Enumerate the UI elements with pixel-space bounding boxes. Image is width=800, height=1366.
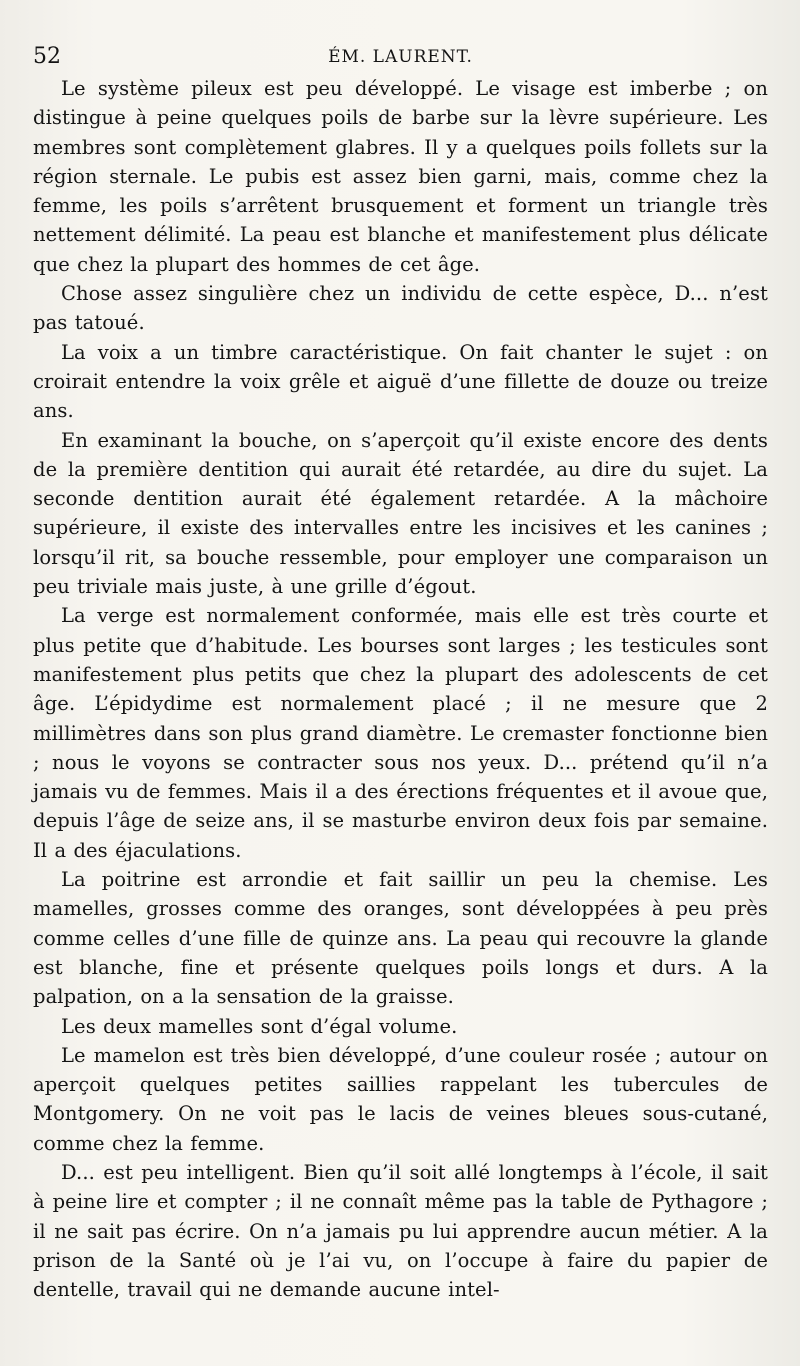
paragraph-teeth: En examinant la bouche, on s’aperçoit qu’il existe encore des dents de la première dentition qui aurait été retardée, au dire du sujet. La seconde dentition aurait été également retardée. A la mâchoire supérieure, il existe des intervalles entre les incisives et les canines ; lorsqu’il rit, sa bouche ressemble, pour employer une comparaison un peu triviale mais juste, à une grille d’égout. — [33, 428, 768, 599]
paragraph-intelligence: D... est peu intelligent. Bien qu’il soit allé longtemps à l’école, il sait à peine lire et compter ; il ne connaît même pas la table de Pythagore ; il ne sait pas écrire. On n’a jamais pu lui apprendre aucun métier. A la prison de la Santé où je l’ai vu, on l’occupe à faire du papier de dentelle, travail qui ne demande aucune intel- — [33, 1160, 768, 1302]
paragraph-mammary-volume: Les deux mamelles sont d’égal volume. — [61, 1014, 458, 1038]
running-head — [33, 40, 768, 74]
running-title: ÉM. LAURENT. — [328, 47, 473, 67]
body-text — [33, 74, 768, 1304]
paragraph-hair: Le système pileux est peu développé. Le visage est imberbe ; on distingue à peine quelques poils de barbe sur la lèvre supérieure. Les membres sont complètement glabres. Il y a quelques poils follets sur la région sternale. Le pubis est assez bien garni, mais, comme chez la femme, les poils s’arrêtent brusquement et forment un triangle très nettement délimité. La peau est blanche et manifestement plus délicate que chez la plupart des hommes de cet âge. — [33, 77, 768, 276]
page-number: 52 — [33, 44, 61, 69]
paragraph-voice: La voix a un timbre caractéristique. On fait chanter le sujet : on croirait entendre la voix grêle et aiguë d’une fillette de douze ou treize ans. — [33, 340, 768, 423]
paragraph-nipple: Le mamelon est très bien développé, d’une couleur rosée ; autour on aperçoit quelques petites saillies rappelant les tubercules de Montgomery. On ne voit pas le lacis de veines bleues sous-cutané, comme chez la femme. — [33, 1043, 768, 1155]
paragraph-tattoo: Chose assez singulière chez un individu de cette espèce, D... n’est pas tatoué. — [33, 282, 768, 335]
paragraph-chest: La poitrine est arrondie et fait saillir un peu la chemise. Les mamelles, grosses comme des oranges, sont développées à peu près comme celles d’une fille de quinze ans. La peau qui recouvre la glande est blanche, fine et présente quelques poils longs et durs. A la palpation, on a la sensation de la graisse. — [33, 868, 768, 1009]
paragraph-genitals: La verge est normalement conformée, mais elle est très courte et plus petite que d’habitude. Les bourses sont larges ; les testicules sont manifestement plus petits que chez la plupart des adolescents de cet âge. L’épidydime est normalement placé ; il ne mesure que 2 millimètres dans son plus grand diamètre. Le cremaster fonctionne bien ; nous le voyons se contracter sous nos yeux. D... prétend qu’il n’a jamais vu de femmes. Mais il a des érections fréquentes et il avoue que, depuis l’âge de seize ans, il se masturbe environ deux fois par semaine. Il a des éjaculations. — [33, 604, 768, 862]
